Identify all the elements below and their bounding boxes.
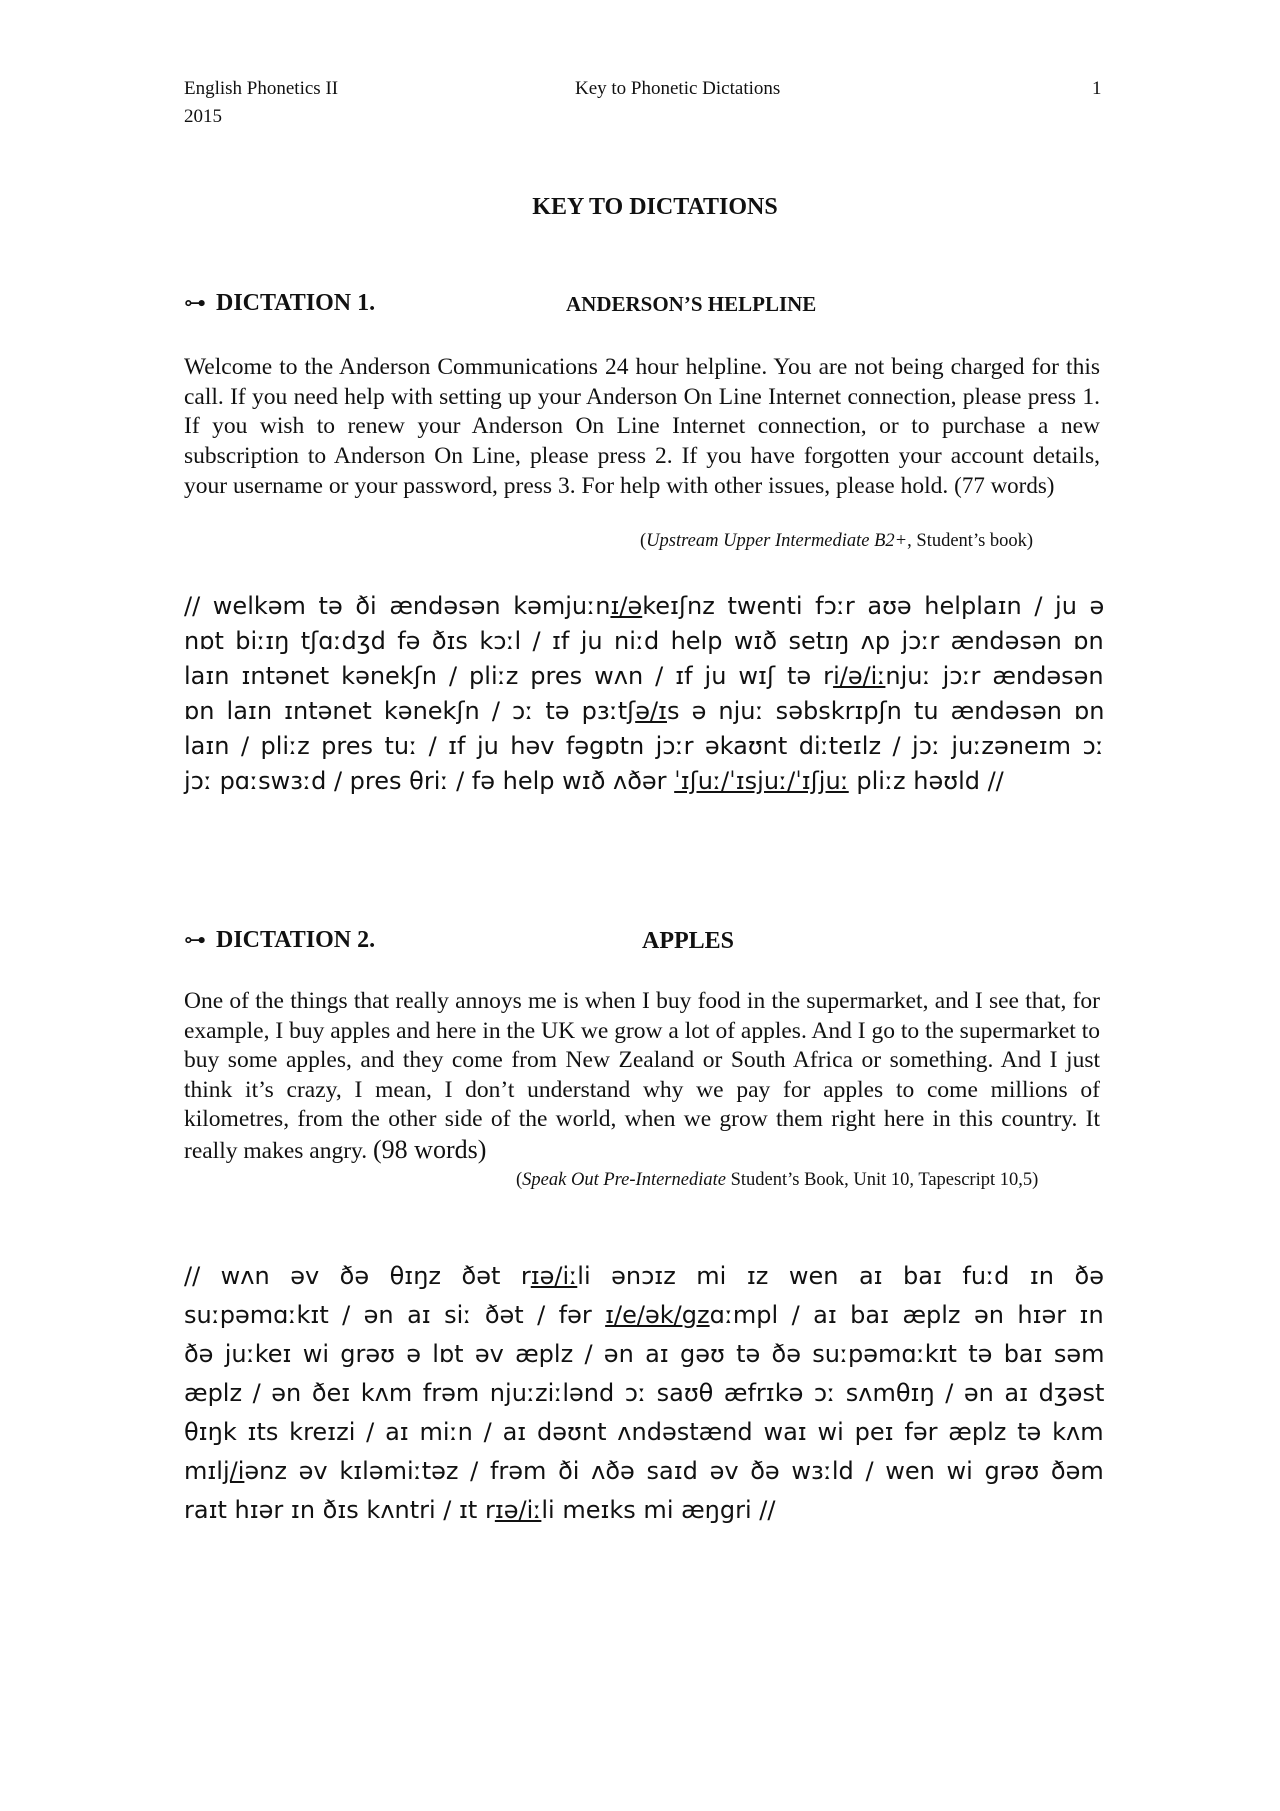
variant-pronunciation: i/ə/iː — [833, 662, 886, 690]
transcription-text: li meɪks mi æŋgri // — [541, 1496, 776, 1524]
transcription-text: s ə njuː səbskrɪpʃn tu ændəsən ɒn — [666, 697, 1105, 725]
dictation-1-label: DICTATION 1. — [216, 290, 376, 316]
transcription-text: jɔː pɑːswɜːd / pres θriː / fə help wɪð ʌðər — [184, 767, 675, 795]
transcription-line — [184, 1301, 1104, 1329]
transcription-line — [184, 1496, 775, 1524]
source-open: ( — [640, 531, 647, 551]
dictation-2-text — [184, 987, 1100, 1166]
source-rest: , Student’s book) — [907, 531, 1034, 551]
transcription-text: keɪʃnz twenti fɔːr aʊə helplaɪn / ju ə — [642, 592, 1105, 620]
transcription-line — [184, 662, 1104, 690]
transcription-text: mɪl — [184, 1457, 223, 1485]
transcription-text: suːpəmɑːkɪt / ən aɪ siː ðət / fər — [184, 1301, 606, 1329]
source-title: Speak Out Pre-Internediate — [522, 1170, 726, 1190]
transcription-line — [184, 1418, 1104, 1446]
dictation-2-label: DICTATION 2. — [216, 927, 376, 953]
transcription-line — [184, 592, 1104, 620]
transcription-line — [184, 1379, 1104, 1407]
header-title: Key to Phonetic Dictations — [575, 78, 781, 99]
transcription-text: ɒn laɪn ɪntənet kənekʃn / ɔː tə pɜːtʃ — [184, 697, 636, 725]
dictation-1-passage: Welcome to the Anderson Communications 24 hour helpline. You are not being charged for this call. If you need help with setting up your Anderson On Line Internet connection, please press 1. If you wish to renew your Anderson On Line Internet connection, or to purchase a new subscription to Anderson On Line, please press 2. If you have forgotten your account details, your username or your password, press 3. For help with other issues, please hold. — [184, 354, 1100, 499]
transcription-text: ənz əv kɪləmiːtəz / frəm ði ʌðə saɪd əv ðə wɜːld / wen wi grəʊ ðəm — [244, 1457, 1104, 1485]
dictation-1-text — [184, 353, 1100, 502]
transcription-text: nɒt biːɪŋ tʃɑːdʒd fə ðɪs kɔːl / ɪf ju niːd help wɪð setɪŋ ʌp jɔːr ændəsən ɒn — [184, 627, 1104, 655]
dictation-2-word-count: (98 words) — [373, 1134, 487, 1164]
key-icon: ⊶ — [184, 927, 206, 952]
transcription-line — [184, 767, 1004, 795]
transcription-text: ðə juːkeɪ wi grəʊ ə lɒt əv æplz / ən aɪ gəʊ tə ðə suːpəmɑːkɪt tə baɪ səm — [184, 1340, 1105, 1368]
variant-pronunciation: ɪə/iː — [494, 1496, 542, 1524]
transcription-line — [184, 697, 1104, 725]
transcription-text: // wʌn əv ðə θɪŋz ðət r — [184, 1262, 531, 1290]
variant-pronunciation: j/i — [222, 1457, 245, 1485]
transcription-text: li ənɔɪz mi ɪz wen aɪ baɪ fuːd ɪn ðə — [577, 1262, 1104, 1290]
transcription-line — [184, 1262, 1104, 1290]
transcription-text: laɪn ɪntənet kənekʃn / pliːz pres wʌn / ɪf ju wɪʃ tə r — [184, 662, 834, 690]
transcription-line — [184, 1457, 1104, 1485]
dictation-1-heading — [184, 290, 375, 317]
dictation-2-source — [516, 1170, 1038, 1191]
transcription-text: pliːz həʊld // — [848, 767, 1004, 795]
transcription-text: θɪŋk ɪts kreɪzi / aɪ miːn / aɪ dəʊnt ʌndəstænd waɪ wi peɪ fər æplz tə kʌm — [184, 1418, 1104, 1446]
variant-pronunciation: ɪ/e/ək/gz — [605, 1301, 710, 1329]
dictation-1-word-count: (77 words) — [954, 473, 1055, 498]
transcription-text: laɪn / pliːz pres tuː / ɪf ju həv fəgɒtn jɔːr əkaʊnt diːteɪlz / jɔː juːzəneɪm ɔː — [184, 732, 1104, 760]
dictation-1-source — [640, 531, 1033, 552]
key-icon: ⊶ — [184, 290, 206, 315]
transcription-text: // welkəm tə ði ændəsən kəmjuːn — [184, 592, 611, 620]
dictation-2-heading — [184, 927, 375, 954]
source-title: Upstream Upper Intermediate B2+ — [646, 531, 908, 551]
source-rest: Student’s Book, Unit 10, Tapescript 10,5) — [725, 1170, 1039, 1190]
transcription-line — [184, 627, 1104, 655]
source-open: ( — [516, 1170, 523, 1190]
transcription-text: ɑːmpl / aɪ baɪ æplz ən hɪər ɪn — [709, 1301, 1104, 1329]
page-title: KEY TO DICTATIONS — [532, 194, 778, 220]
transcription-line — [184, 1340, 1104, 1368]
variant-pronunciation: ə/ɪ — [635, 697, 667, 725]
transcription-text: njuː jɔːr ændəsən — [885, 662, 1104, 690]
transcription-line — [184, 732, 1104, 760]
header-course: English Phonetics II — [184, 78, 339, 99]
page-number: 1 — [1092, 78, 1102, 99]
header-year: 2015 — [184, 106, 222, 127]
dictation-2-passage: One of the things that really annoys me is when I buy food in the supermarket, and I see that, for example, I buy apples and here in the UK we grow a lot of apples. And I go to the supermarket to buy some apples, and they come from New Zealand or South Africa or something. And I just think it’s crazy, I mean, I don’t understand why we pay for apples to come millions of kilometres, from the other side of the world, when we grow them right here in this country. It really makes angry. — [184, 988, 1100, 1164]
dictation-1-subtitle: ANDERSON’S HELPLINE — [566, 292, 817, 316]
variant-pronunciation: ɪə/iː — [530, 1262, 578, 1290]
transcription-text: æplz / ən ðeɪ kʌm frəm njuːziːlənd ɔː saʊθ æfrɪkə ɔː sʌmθɪŋ / ən aɪ dʒəst — [184, 1379, 1105, 1407]
variant-pronunciation: ˈɪʃuː/ˈɪsjuː/ˈɪʃjuː — [674, 767, 849, 795]
dictation-2-subtitle: APPLES — [642, 928, 735, 954]
variant-pronunciation: ɪ/ə — [610, 592, 643, 620]
transcription-text: raɪt hɪər ɪn ðɪs kʌntri / ɪt r — [184, 1496, 495, 1524]
